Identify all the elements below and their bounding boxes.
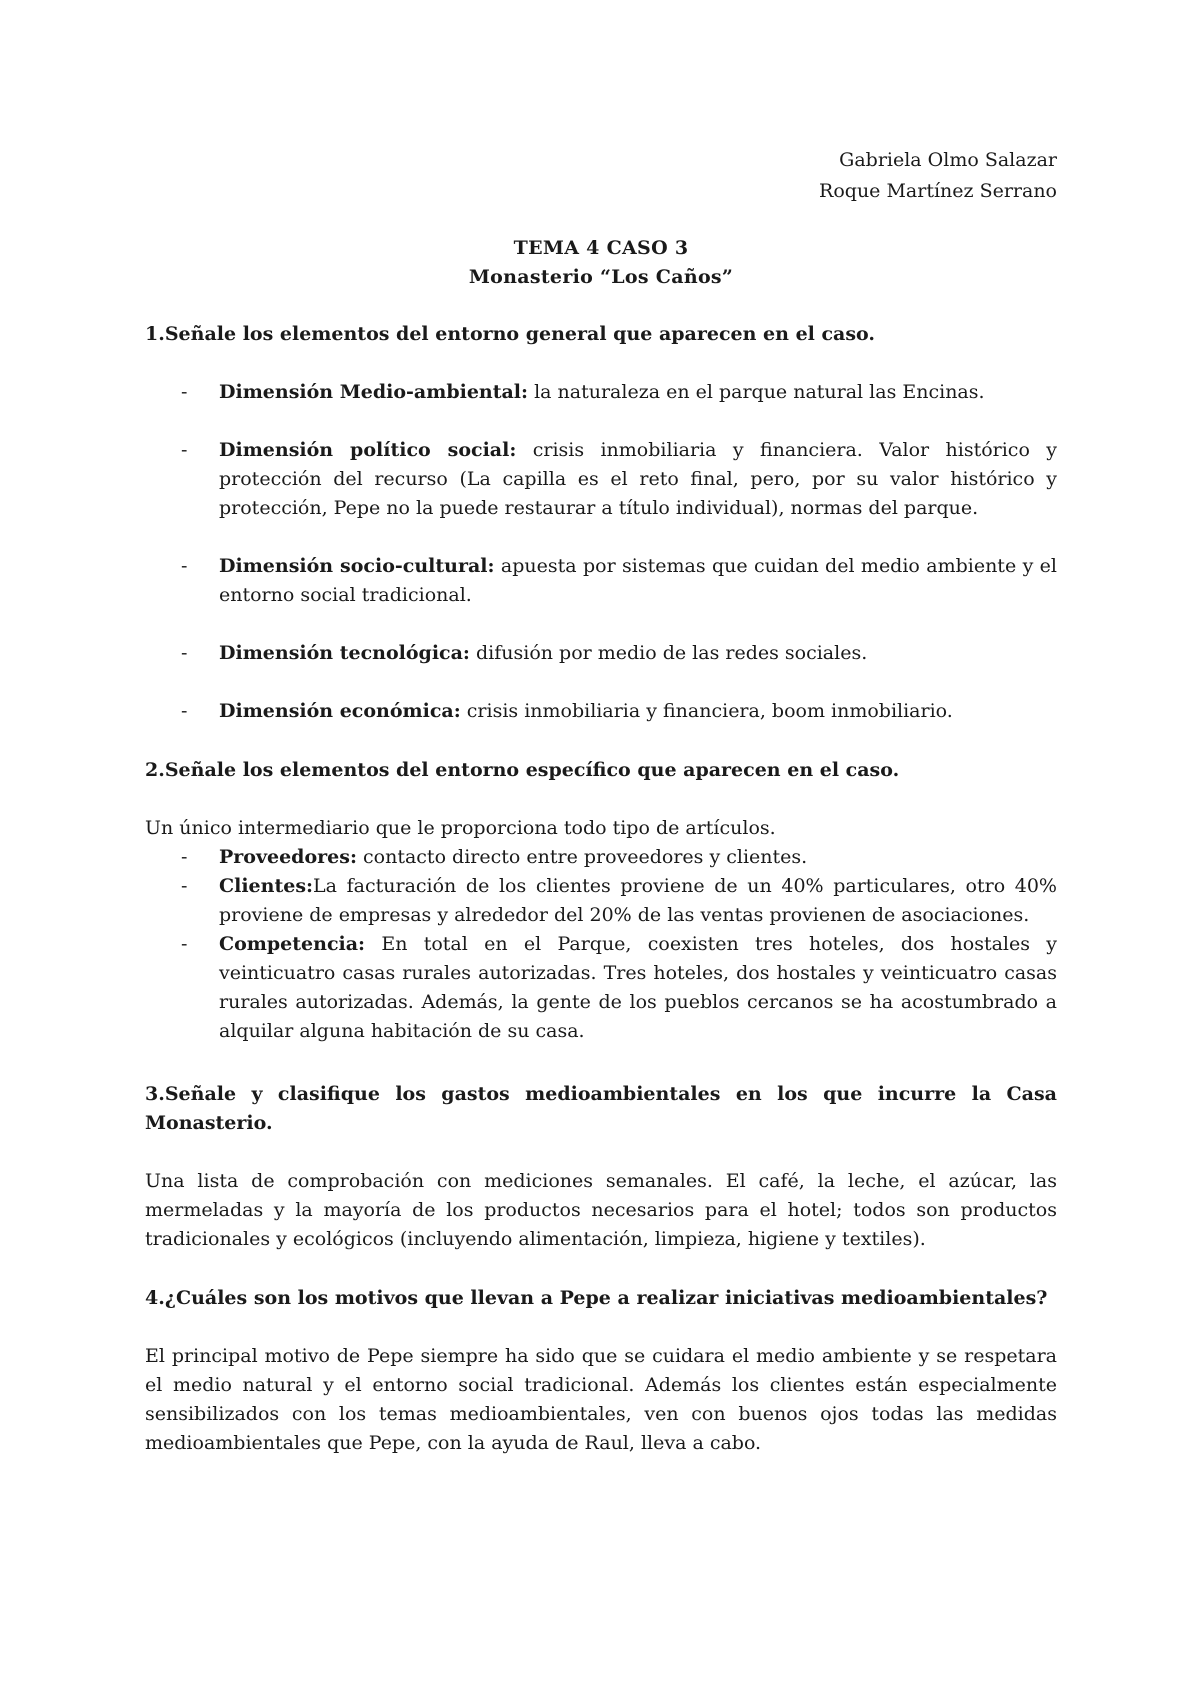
- question-2-section: [145, 756, 1057, 1046]
- subtitle-line: Monasterio “Los Caños”: [468, 266, 734, 288]
- author-name: Roque Martínez Serrano: [819, 180, 1057, 202]
- question-3-heading: 3.Señale y clasifique los gastos medioambientales en los que incurre la Casa Monasterio.: [145, 1083, 1057, 1134]
- question-1-heading: 1.Señale los elementos del entorno general que aparecen en el caso.: [145, 323, 876, 345]
- question-4-heading: 4.¿Cuáles son los motivos que llevan a Pepe a realizar iniciativas medioambientales?: [145, 1287, 1048, 1309]
- item-text: difusión por medio de las redes sociales.: [469, 642, 868, 664]
- question-2-intro: Un único intermediario que le proporciona todo tipo de artículos.: [145, 817, 776, 839]
- authors-block: [819, 145, 1057, 207]
- item-label: Dimensión económica:: [219, 700, 461, 722]
- dash-bullet: -: [181, 642, 188, 664]
- dash-bullet: -: [181, 381, 188, 403]
- item-label: Competencia:: [219, 933, 366, 955]
- dash-bullet: -: [181, 700, 188, 722]
- document-title: [145, 234, 1057, 292]
- question-1-list: [145, 378, 1057, 726]
- item-text: crisis inmobiliaria y financiera. Valor histórico y protección del recurso (La capilla es el reto final, pero, por su valor histórico y protección, Pepe no la puede restaurar a título individual), normas del parque.: [219, 439, 1057, 519]
- question-3-section: [145, 1080, 1057, 1254]
- author-name: Gabriela Olmo Salazar: [839, 149, 1057, 171]
- item-text: apuesta por sistemas que cuidan del medio ambiente y el entorno social tradicional.: [219, 555, 1058, 606]
- question-1-section: [145, 320, 1057, 726]
- question-4-section: [145, 1284, 1057, 1458]
- item-label: Dimensión tecnológica:: [219, 642, 470, 664]
- list-item: [145, 436, 1057, 523]
- dash-bullet: -: [181, 875, 188, 897]
- item-label: Dimensión socio-cultural:: [219, 555, 495, 577]
- list-item: [145, 639, 1057, 668]
- dash-bullet: -: [181, 933, 188, 955]
- list-item: [145, 872, 1057, 930]
- dash-bullet: -: [181, 439, 188, 461]
- document-page: [145, 0, 1057, 1698]
- question-2-heading: 2.Señale los elementos del entorno específico que aparecen en el caso.: [145, 759, 900, 781]
- item-text: contacto directo entre proveedores y clientes.: [356, 846, 808, 868]
- item-text: En total en el Parque, coexisten tres hoteles, dos hostales y veinticuatro casas rurales autorizadas. Tres hoteles, dos hostales y veinticuatro casas rurales autorizadas. Además, la gente de los pueblos cercanos se ha acostumbrado a alquilar alguna habitación de su casa.: [219, 933, 1057, 1042]
- item-label: Proveedores:: [219, 846, 357, 868]
- list-item: [145, 552, 1057, 610]
- question-4-answer: El principal motivo de Pepe siempre ha sido que se cuidara el medio ambiente y se respetara el medio natural y el entorno social tradicional. Además los clientes están especialmente sensibilizados con los temas medioambientales, ven con buenos ojos todas las medidas medioambientales que Pepe, con la ayuda de Raul, lleva a cabo.: [145, 1345, 1057, 1454]
- item-label: Clientes:: [219, 875, 314, 897]
- question-2-list: [145, 843, 1057, 1046]
- question-3-answer: Una lista de comprobación con mediciones semanales. El café, la leche, el azúcar, las mermeladas y la mayoría de los productos necesarios para el hotel; todos son productos tradicionales y ecológicos (incluyendo alimentación, limpieza, higiene y textiles).: [145, 1170, 1057, 1250]
- list-item: [145, 697, 1057, 726]
- item-text: La facturación de los clientes proviene de un 40% particulares, otro 40% proviene de empresas y alrededor del 20% de las ventas provienen de asociaciones.: [219, 875, 1057, 926]
- item-text: crisis inmobiliaria y financiera, boom inmobiliario.: [460, 700, 953, 722]
- item-label: Dimensión Medio-ambiental:: [219, 381, 529, 403]
- list-item: [145, 843, 1057, 872]
- dash-bullet: -: [181, 555, 188, 577]
- title-line: TEMA 4 CASO 3: [513, 237, 689, 259]
- item-label: Dimensión político social:: [219, 439, 517, 461]
- item-text: la naturaleza en el parque natural las Encinas.: [528, 381, 985, 403]
- list-item: [145, 930, 1057, 1046]
- list-item: [145, 378, 1057, 407]
- dash-bullet: -: [181, 846, 188, 868]
